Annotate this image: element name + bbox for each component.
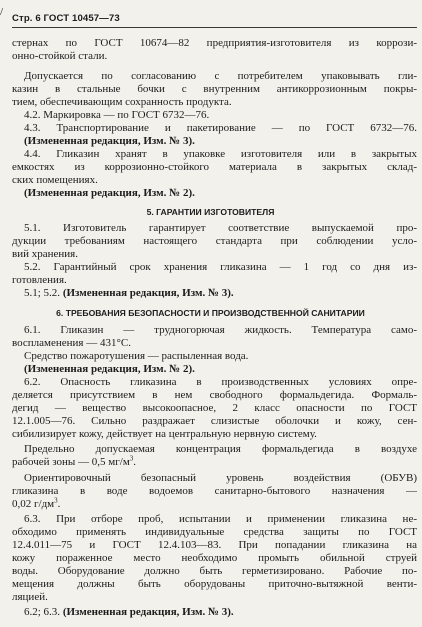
text-line: 6.2. Опасность гликазина в производственных условиях опре- [24,376,417,388]
text-line: 12.4.011—75 и ГОСТ 12.4.103—83. При попадании гликазина на [12,539,417,551]
text-line: казин в стальные бочки с внутренним антикоррозионным покры- [12,83,417,95]
text-line: воспламенения — 431°С. [12,337,131,349]
section-heading-6: 6. ТРЕБОВАНИЯ БЕЗОПАСНОСТИ И ПРОИЗВОДСТВЕННОЙ САНИТАРИИ [56,308,365,318]
text-line: 5.1. Изготовитель гарантирует соответствие выпускаемой про- [24,222,417,234]
text-line [24,606,234,619]
text-line [12,498,60,511]
text-line: гликазина в воде водоемов санитарно-бытового назначения — [12,485,417,497]
text-line: Допускается по согласованию с потребителем упаковывать гли- [24,70,417,82]
unit-superscript: 3 [54,496,58,505]
text-line: готовления. [12,274,67,286]
corner-mark: / [0,6,4,18]
text-line: Ориентировочный безопасный уровень воздействия (ОБУВ) [24,472,417,484]
text-line: Средство пожаротушения — распыленная вода. [24,350,249,362]
line-period: . [133,456,137,468]
text-line: тием, обеспечивающим сохранность продукта. [12,96,232,108]
text-line: 6.3. При отборе проб, испытании и применении гликазина не- [24,513,417,525]
header-rule [12,27,417,28]
text-line: 12.1.005—76. Сильно раздражает слизистые оболочки и кожу, сен- [12,415,417,427]
text-line: 4.4. Гликазин хранят в упаковке изготовителя или в закрытых [24,148,417,160]
amendment-note: (Измененная редакция, Изм. № 2). [24,187,195,199]
text-line: онно-стойкой стали. [12,50,108,62]
text-line: стернах по ГОСТ 10674—82 предприятия-изготовителя из коррози- [12,37,417,49]
concentration-text: 0,02 г/дм [12,498,55,510]
text-line: 6.1. Гликазин — трудногорючая жидкость. Температура само- [24,324,417,336]
text-line: Предельно допускаемая концентрация формальдегида в воздухе [24,443,417,455]
text-line: сибилизирует кожу, действует на центральную нервную систему. [12,428,317,440]
text-line: дукции требованиям настоящего стандарта при соблюдении усло- [12,235,417,247]
text-line: кожу пораженное место необходимо промыть обильной струей [12,552,417,564]
text-line [24,287,234,300]
amendment-note: (Измененная редакция, Изм. № 3). [62,606,234,618]
text-line: вий хранения. [12,248,78,260]
clause-refs: 6.2; 6.3. [24,606,61,618]
text-line: деляется присутствием в нем свободного формальдегида. Формаль- [12,389,417,401]
text-line: емкостях из коррозионно-стойкого материала в закрытых склад- [12,161,417,173]
text-line: мещения должны быть оборудованы приточно-вытяжной венти- [12,578,417,590]
text-line: 4.3. Транспортирование и пакетирование — по ГОСТ 6732—76. [24,122,417,134]
line-period: . [57,498,61,510]
amendment-note: (Измененная редакция, Изм. № 3). [62,287,234,299]
text-line: ляцией. [12,591,48,603]
text-line: 5.2. Гарантийный срок хранения гликазина — 1 год со дня из- [24,261,417,273]
concentration-text: рабочей зоны — 0,5 мг/м [12,456,130,468]
unit-superscript: 3 [129,454,134,463]
text-line [12,456,136,469]
text-line: обходимо применять индивидуальные средства защиты по ГОСТ [12,526,417,538]
text-line: 4.2. Маркировка — по ГОСТ 6732—76. [24,109,210,121]
clause-refs: 5.1; 5.2. [24,287,61,299]
amendment-note: (Измененная редакция, Изм. № 3). [24,135,195,147]
section-heading-5: 5. ГАРАНТИИ ИЗГОТОВИТЕЛЯ [146,207,275,217]
page-header: Стр. 6 ГОСТ 10457—73 [12,13,120,24]
text-line: ских помещениях. [12,174,98,186]
text-line: дегид — вещество высокоопасное, 2 класс опасности по ГОСТ [12,402,417,414]
amendment-note: (Измененная редакция, Изм. № 2). [24,363,195,375]
text-line: воды. Оборудование должно быть герметизировано. Рабочие по- [12,565,417,577]
